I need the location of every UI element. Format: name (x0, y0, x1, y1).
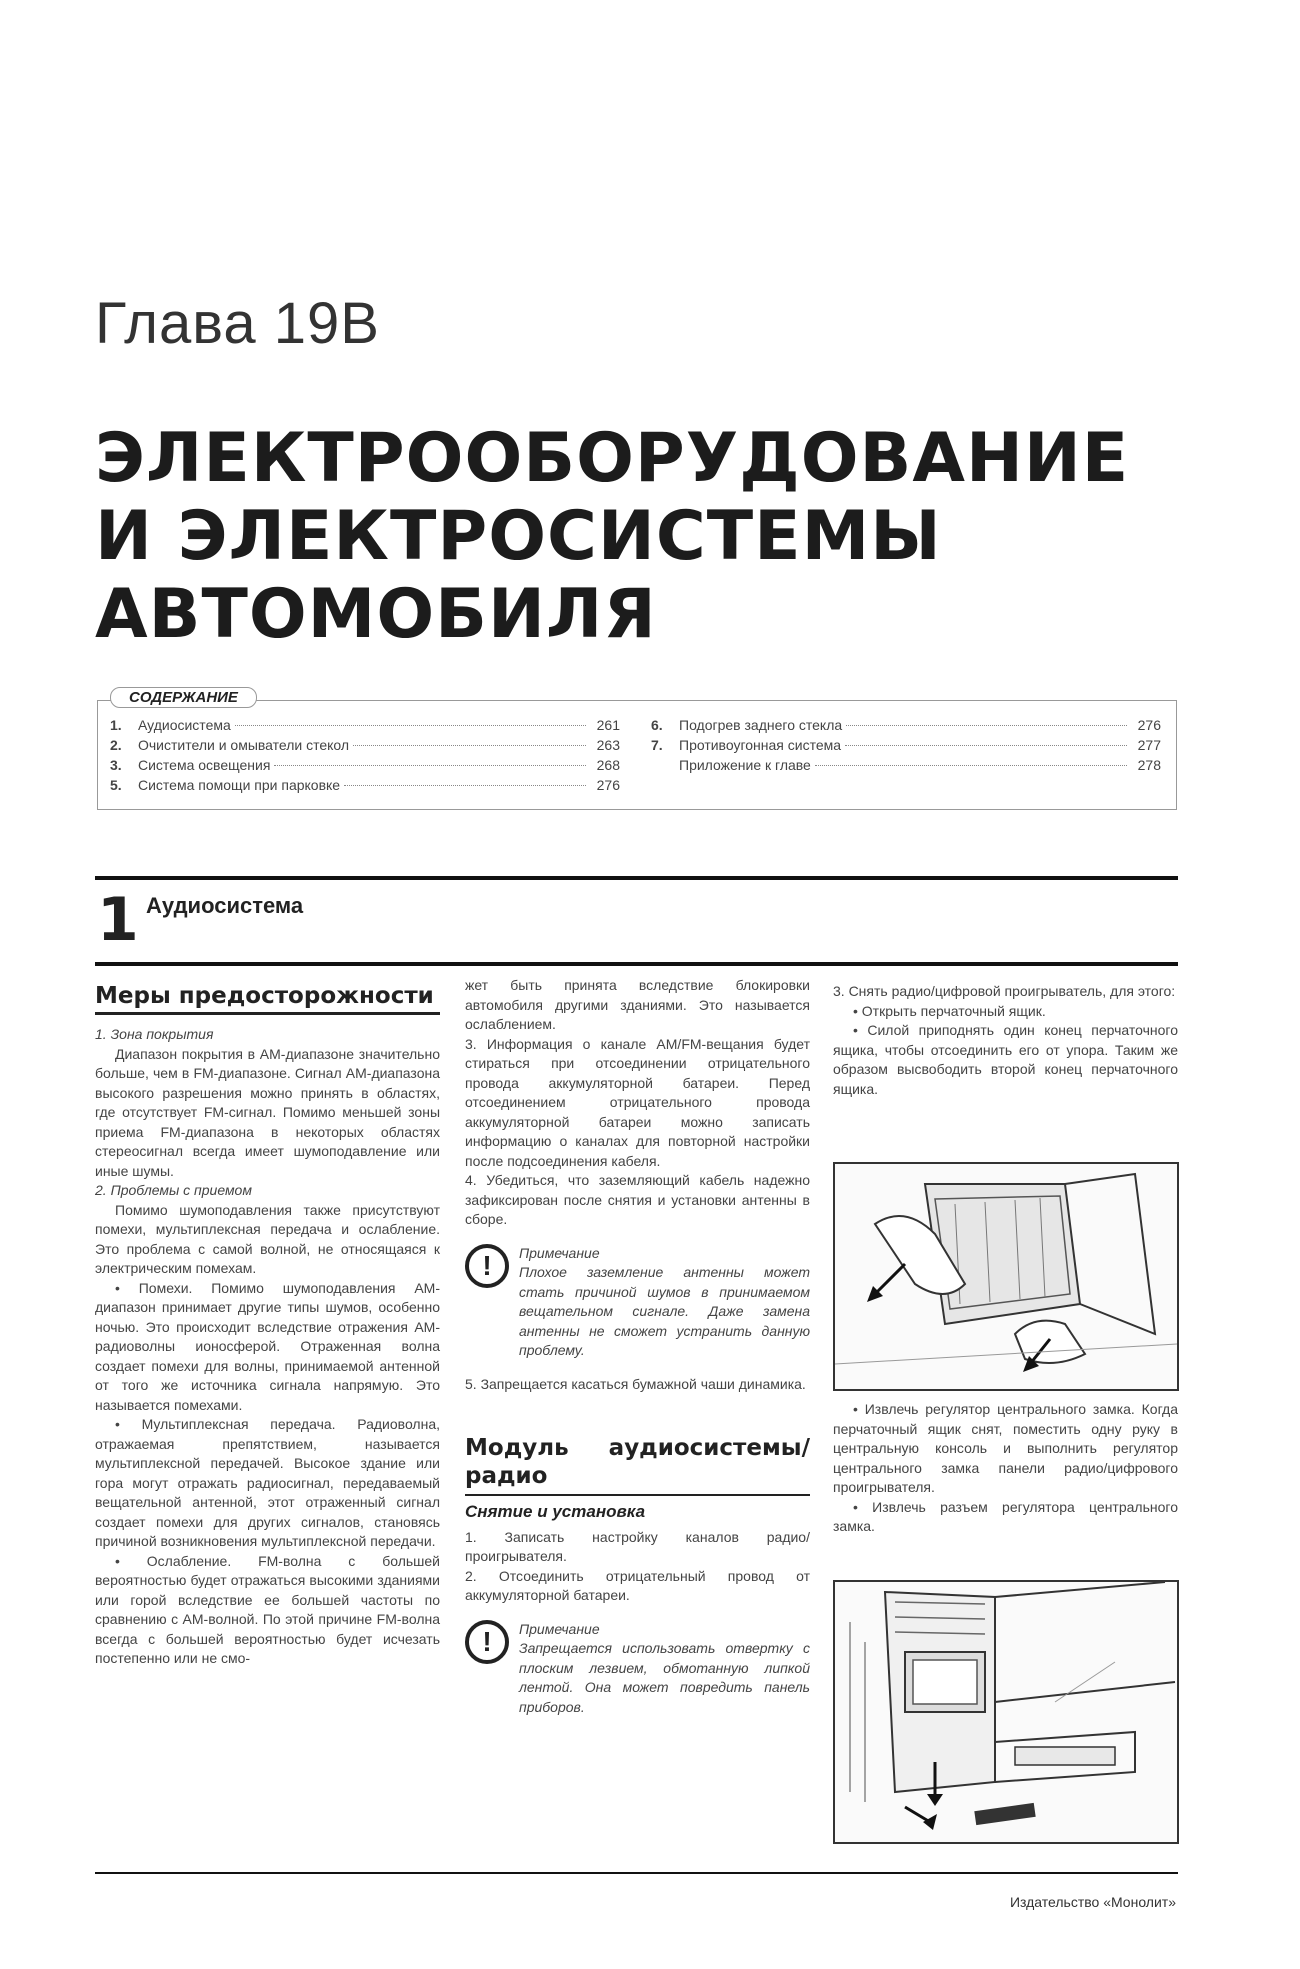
paragraph: 5. Запрещается касаться бумажной чаши динамика. (465, 1375, 806, 1392)
subsection-heading: Модуль аудиосистемы/радио (465, 1434, 810, 1496)
note-text: Запрещается использовать отвертку с плоским лезвием, обмотанную липкой лентой. Она может повредить панель приборов. (519, 1640, 810, 1715)
toc-entry[interactable]: 7. Противоугонная система 277 (651, 737, 1161, 753)
section-title: Аудиосистема (146, 893, 304, 918)
toc-entry[interactable]: 2. Очистители и омыватели стекол 263 (110, 737, 620, 753)
title-line: И ЭЛЕКТРОСИСТЕМЫ (95, 497, 942, 576)
glovebox-figure (833, 1162, 1179, 1391)
toc-entry[interactable]: 3. Система освещения 268 (110, 757, 620, 773)
text-column-3b (833, 1400, 1178, 1537)
text-column-1 (95, 982, 440, 1669)
exclamation-icon: ! (465, 1244, 509, 1288)
section-number: 1 (97, 885, 139, 955)
paragraph: • Извлечь регулятор центрального замка. Когда перчаточный ящик снят, поместить одну руку в центральную консоль и выполнить регулятор центрального замка панели радио/цифрового проигрывателя. (833, 1401, 1178, 1495)
paragraph: 4. Убедиться, что заземляющий кабель надежно зафиксирован после снятия и установки антенны в сборе. (465, 1172, 810, 1227)
paragraph: 2. Отсоединить отрицательный провод от аккумуляторной батареи. (465, 1567, 810, 1603)
title-line: АВТОМОБИЛЯ (95, 575, 657, 654)
section-rule-top (95, 876, 1178, 880)
console-figure (833, 1580, 1179, 1844)
paragraph: • Ослабление. FM-волна с большей вероятностью будет отражаться высокими зданиями или горой вследствие ее большей частоты по сравнению с AM-волной. По этой причине FM-волна всегда с большей вероятностью будет исчезать постепенно или не смо- (95, 1552, 440, 1666)
toc-column-left (110, 717, 620, 797)
paragraph: • Силой приподнять один конец перчаточного ящика, чтобы отсоединить его от упора. Таким же образом высвободить второй конец перчаточного ящика. (833, 1022, 1178, 1097)
title-line: ЭЛЕКТРООБОРУДОВАНИЕ (95, 419, 1130, 498)
table-of-contents (97, 689, 1177, 810)
toc-entry[interactable]: 5. Система помощи при парковке 276 (110, 777, 620, 793)
section-rule-bottom (95, 962, 1178, 966)
text-column-2 (465, 976, 810, 1731)
footer-rule (95, 1872, 1178, 1874)
toc-entry[interactable]: Приложение к главе 278 (679, 757, 1161, 773)
paragraph: 3. Снять радио/цифровой проигрыватель, для этого: (833, 983, 1176, 999)
chapter-label: Глава 19В (95, 291, 380, 356)
subsection-heading: Меры предосторожности (95, 982, 440, 1015)
paragraph: • Открыть перчаточный ящик. (853, 1002, 1046, 1019)
chapter-title (95, 420, 1129, 654)
exclamation-icon: ! (465, 1620, 509, 1664)
note-text: Плохое заземление антенны может стать причиной шумов в принимаемом вещательном сигнале. Даже замена антенны не сможет устранить данную проблему. (519, 1264, 810, 1358)
paragraph: 1. Записать настройку каналов радио/проигрывателя. (465, 1528, 810, 1564)
paragraph: • Мультиплексная передача. Радиоволна, отражаемая препятствием, называется мультиплексной передачей. Высокое здание или гора могут отражать радиосигнал, передаваемый вещательной антенной, этот отраженный сигнал создает помехи для других сигналов, становясь причиной возникновения мультиплексной передачи. (95, 1416, 440, 1549)
console-illustration (835, 1582, 1177, 1842)
note-block (465, 1244, 810, 1361)
toc-entry[interactable]: 1. Аудиосистема 261 (110, 717, 620, 733)
paragraph: • Помехи. Помимо шумоподавления AM-диапазон принимает другие типы шумов, особенно ночью. Это происходит вследствие отражения AM-радиоволны ионосферой. Отраженная волна создает помехи для волны, принимаемой антенной от того же источника сигнала напрямую. Это называется помехами. (95, 1279, 440, 1413)
toc-label: СОДЕРЖАНИЕ (110, 687, 257, 708)
toc-column-right (651, 717, 1161, 777)
glovebox-illustration (835, 1164, 1177, 1389)
paragraph: 1. Зона покрытия (95, 1026, 214, 1042)
note-block (465, 1620, 810, 1718)
paragraph: • Извлечь разъем регулятора центрального замка. (833, 1498, 1178, 1534)
paragraph: 2. Проблемы с приемом (95, 1182, 252, 1198)
paragraph: 3. Информация о канале AM/FM-вещания будет стираться при отсоединении отрицательного провода аккумуляторной батареи. Перед отсоединением отрицательного провода аккумуляторной батареи можно записать информацию о каналах для повторной настройки после подсоединения кабеля. (465, 1035, 810, 1169)
paragraph: жет быть принята вследствие блокировки автомобиля другими зданиями. Это называется ослаблением. (465, 977, 810, 1032)
note-title: Примечание (519, 1620, 600, 1637)
paragraph: Диапазон покрытия в AM-диапазоне значительно больше, чем в FM-диапазоне. Сигнал AM-диапазона высокого разрешения можно принять в областях, где отсутствует FM-сигнал. Помимо меньшей зоны приема FM-диапазона в некоторых областях стереосигнал всегда имеет шумоподавление или иные шумы. (95, 1045, 440, 1179)
paragraph: Помимо шумоподавления также присутствуют помехи, мультиплексная передача и ослабление. Это проблема с самой волной, не относящаяся к электрическим помехам. (95, 1201, 440, 1276)
toc-entry[interactable]: 6. Подогрев заднего стекла 276 (651, 717, 1161, 733)
text-column-3 (833, 982, 1178, 1099)
publisher-footer: Издательство «Монолит» (1009, 1894, 1176, 1910)
note-title: Примечание (519, 1244, 600, 1261)
sub-heading: Снятие и установка (465, 1502, 646, 1521)
